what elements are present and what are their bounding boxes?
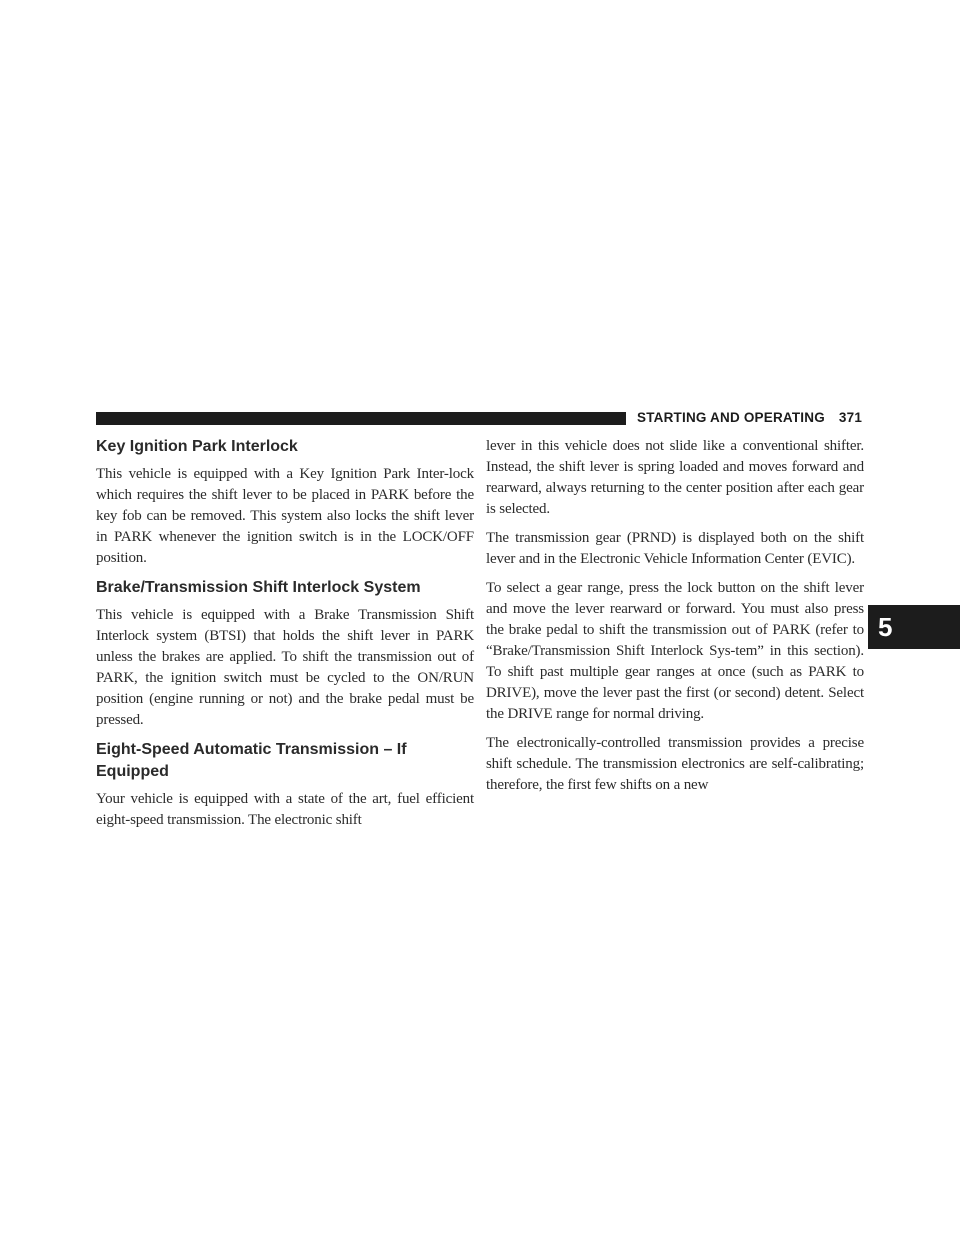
paragraph-select-gear-range: To select a gear range, press the lock button on the shift lever and move the lever rearward or forward. You must also press the brake pedal to shift the transmission out of PARK (refer to “Brake/Transmission Shift Interlock Sys-tem” in this section). To shift past multiple gear ranges at once (such as PARK to DRIVE), move the lever past the first (or second) detent. Select the DRIVE range for normal driving. (486, 580, 864, 722)
heading-brake-transmission-shift-interlock: Brake/Transmission Shift Interlock System (96, 579, 421, 596)
header-rule (96, 412, 626, 425)
heading-key-ignition-park-interlock: Key Ignition Park Interlock (96, 438, 298, 455)
paragraph-eight-speed-intro: Your vehicle is equipped with a state of the art, fuel efficient eight-speed transmission. The electronic shift (96, 791, 474, 828)
left-column (96, 436, 474, 839)
heading-eight-speed-transmission: Eight-Speed Automatic Transmission – If Equipped (96, 741, 407, 780)
section-title: STARTING AND OPERATING (637, 410, 825, 425)
paragraph-btsi: This vehicle is equipped with a Brake Transmission Shift Interlock system (BTSI) that holds the shift lever in PARK unless the brakes are applied. To shift the transmission out of PARK, the ignition switch must be cycled to the ON/RUN position (engine running or not) and the brake pedal must be pressed. (96, 607, 474, 728)
paragraph-key-ignition: This vehicle is equipped with a Key Ignition Park Inter-lock which requires the shift lever to be placed in PARK before the key fob can be removed. This system also locks the shift lever in PARK whenever the ignition switch is in the LOCK/OFF position. (96, 466, 474, 566)
right-column (486, 436, 864, 804)
paragraph-prnd-display: The transmission gear (PRND) is displayed both on the shift lever and in the Electronic Vehicle Information Center (EVIC). (486, 530, 864, 567)
chapter-tab: 5 (868, 605, 960, 649)
running-header (637, 410, 862, 425)
paragraph-shift-lever: lever in this vehicle does not slide like a conventional shifter. Instead, the shift lever is spring loaded and moves forward and rearward, always returning to the center position after each gear is selected. (486, 438, 864, 517)
page-number: 371 (838, 410, 863, 425)
paragraph-electronic-control: The electronically-controlled transmission provides a precise shift schedule. The transmission electronics are self-calibrating; therefore, the first few shifts on a new (486, 735, 864, 793)
